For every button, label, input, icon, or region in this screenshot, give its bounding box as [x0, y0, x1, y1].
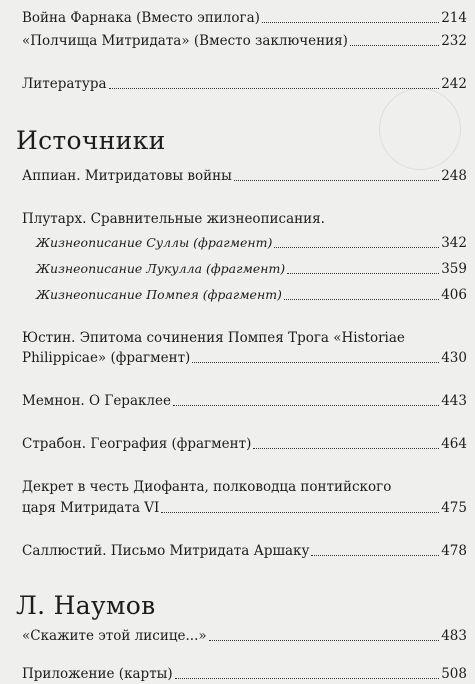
- toc-entry-page: 359: [441, 261, 467, 277]
- toc-entry-page: 214: [441, 10, 467, 26]
- leader-dots: [192, 362, 439, 363]
- toc-entry-page: 430: [441, 350, 467, 366]
- section-heading-naumov: Л. Наумов: [16, 591, 156, 620]
- toc-entry-page: 478: [441, 543, 467, 559]
- toc-entry-justin-line1: [22, 328, 467, 348]
- toc-subentry-sulla[interactable]: [36, 233, 467, 253]
- toc-entry-dekret[interactable]: [22, 498, 467, 518]
- toc-entry-prilozhenie[interactable]: [22, 664, 467, 684]
- toc-entry-page: 342: [441, 235, 467, 251]
- toc-entry-title: Декрет в честь Диофанта, полководца понтийского: [22, 479, 392, 495]
- toc-entry-page: 248: [441, 168, 467, 184]
- toc-entry-title: Жизнеописание Лукулла (фрагмент): [36, 261, 286, 276]
- leader-dots: [253, 448, 439, 449]
- leader-dots: [287, 273, 439, 274]
- toc-entry-page: 406: [441, 287, 467, 303]
- toc-entry-sallust[interactable]: [22, 541, 467, 561]
- leader-dots: [175, 678, 440, 679]
- toc-entry-title: Плутарх. Сравнительные жизнеописания.: [22, 211, 325, 227]
- toc-entry-page: 242: [441, 76, 467, 92]
- toc-entry-strabon[interactable]: [22, 434, 467, 454]
- toc-entry-skazhite[interactable]: [22, 626, 467, 646]
- toc-entry-title: Мемнон. О Гераклее: [22, 393, 171, 409]
- leader-dots: [311, 555, 439, 556]
- toc-entry-page: 508: [441, 666, 467, 682]
- toc-entry-title: «Полчища Митридата» (Вместо заключения): [22, 33, 348, 49]
- toc-entry-literatura[interactable]: [22, 74, 467, 94]
- toc-entry-title: Аппиан. Митридатовы войны: [22, 168, 232, 184]
- toc-entry-page: 443: [441, 393, 467, 409]
- toc-subentry-pompei[interactable]: [36, 285, 467, 305]
- toc-entry-title: Саллюстий. Письмо Митридата Аршаку: [22, 543, 310, 559]
- toc-entry-justin[interactable]: [22, 348, 467, 368]
- leader-dots: [209, 640, 440, 641]
- leader-dots: [274, 247, 439, 248]
- toc-entry-title: царя Митридата VI: [22, 500, 160, 516]
- leader-dots: [262, 22, 439, 23]
- toc-entry-title: «Скажите этой лисице...»: [22, 628, 207, 644]
- toc-entry-title: Жизнеописание Суллы (фрагмент): [36, 235, 273, 250]
- toc-entry-title: Приложение (карты): [22, 666, 173, 682]
- toc-entry-title: Юстин. Эпитома сочинения Помпея Трога «Historiae: [22, 330, 405, 346]
- toc-entry-page: 232: [441, 33, 467, 49]
- toc-entry-title: Жизнеописание Помпея (фрагмент): [36, 287, 282, 302]
- leader-dots: [234, 180, 439, 181]
- leader-dots: [284, 299, 439, 300]
- toc-entry-title: Philippicae» (фрагмент): [22, 350, 191, 366]
- toc-entry-appian[interactable]: [22, 166, 467, 186]
- leader-dots: [161, 512, 439, 513]
- toc-entry-title: Страбон. География (фрагмент): [22, 436, 252, 452]
- background-watermark: [379, 88, 461, 170]
- toc-entry-page: 464: [441, 436, 467, 452]
- section-heading-istochniki: Источники: [16, 126, 166, 155]
- toc-subentry-lukull[interactable]: [36, 259, 467, 279]
- toc-entry-dekret-line1: [22, 477, 467, 497]
- toc-entry-farnak[interactable]: [22, 8, 467, 28]
- leader-dots: [173, 405, 439, 406]
- toc-entry-title: Литература: [22, 76, 107, 92]
- toc-entry-title: Война Фарнака (Вместо эпилога): [22, 10, 260, 26]
- toc-entry-polchishcha[interactable]: [22, 31, 467, 51]
- leader-dots: [350, 45, 439, 46]
- toc-entry-plutarch: [22, 209, 467, 229]
- toc-entry-page: 483: [441, 628, 467, 644]
- toc-entry-page: 475: [441, 500, 467, 516]
- toc-entry-memnon[interactable]: [22, 391, 467, 411]
- leader-dots: [109, 88, 440, 89]
